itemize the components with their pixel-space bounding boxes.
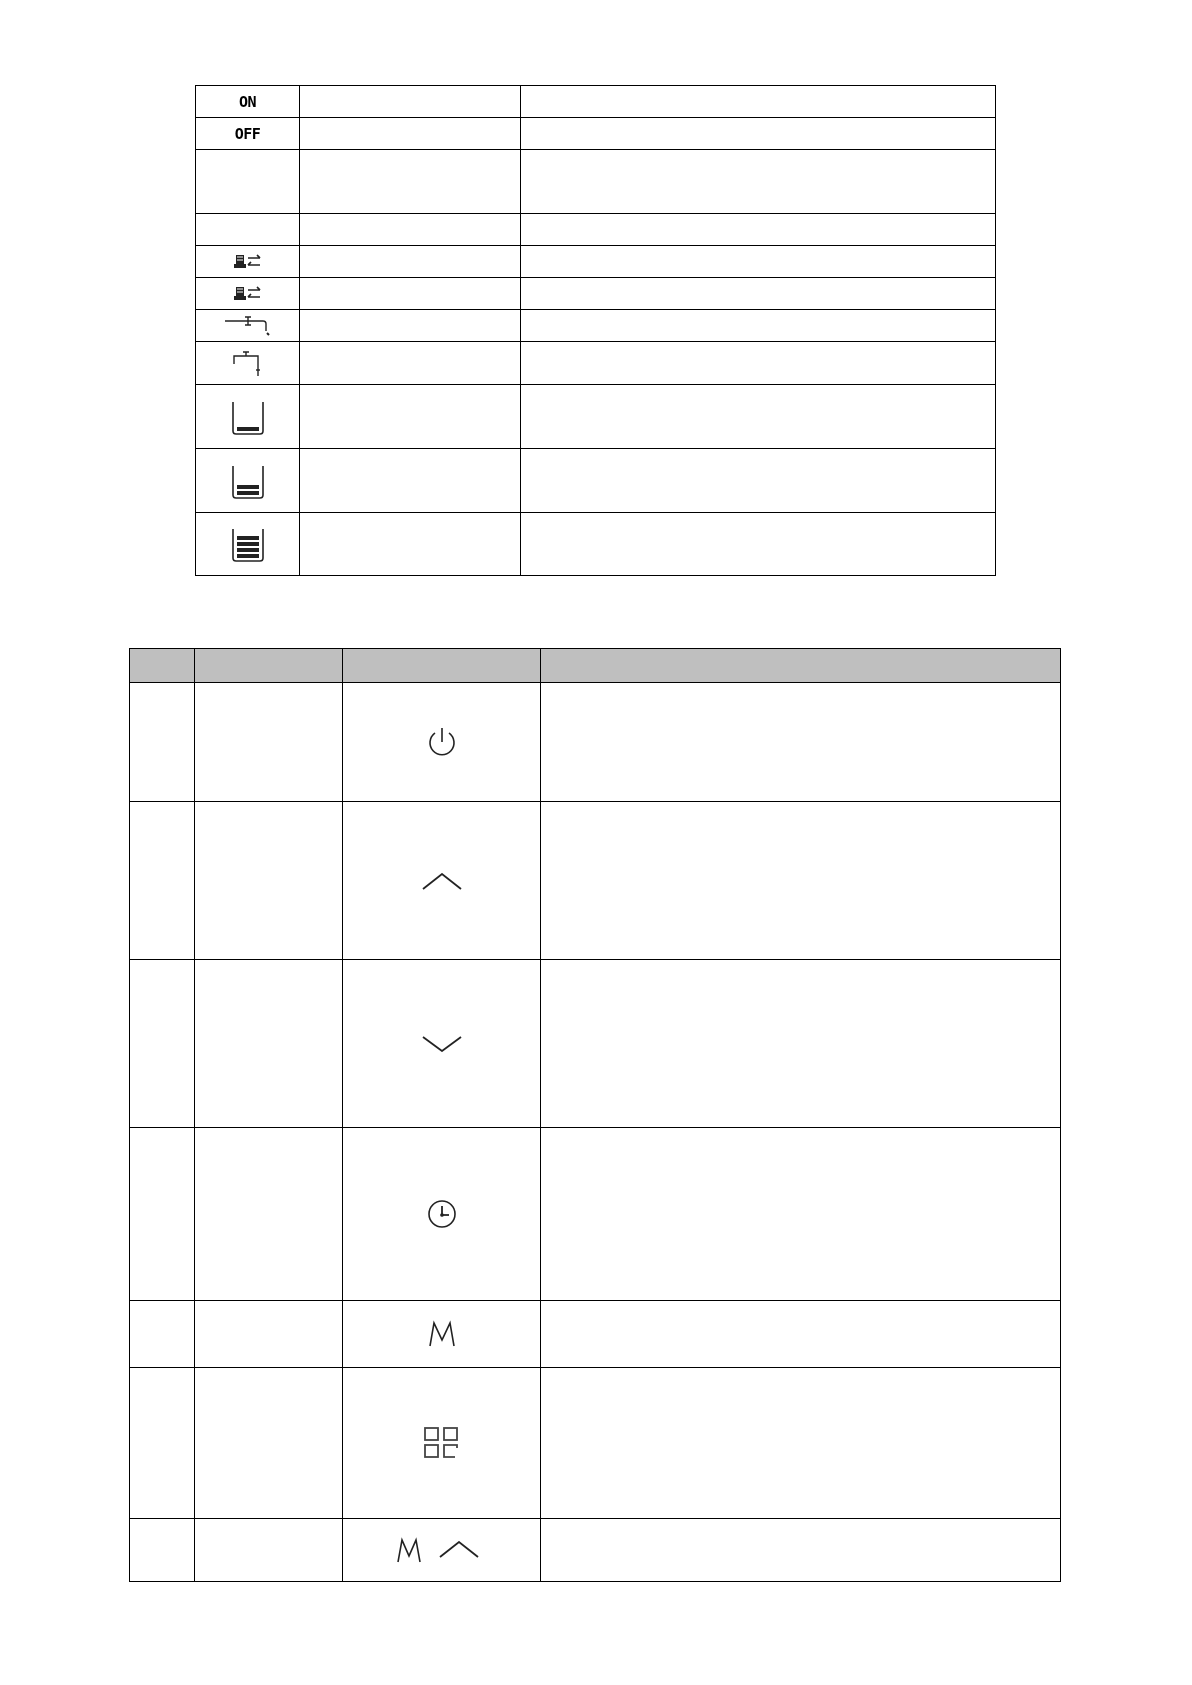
name-cell (300, 449, 521, 513)
table-row (196, 118, 996, 150)
description-cell (521, 385, 996, 449)
name-cell (300, 513, 521, 576)
table-row (130, 683, 1061, 802)
description-cell (541, 960, 1061, 1128)
mode-m-icon (427, 1320, 457, 1348)
header-cell (195, 649, 343, 683)
name-cell (300, 310, 521, 342)
name-cell (300, 214, 521, 246)
pump-exchange-icon (233, 285, 263, 303)
button-icon-cell (343, 1128, 541, 1301)
table-row (196, 246, 996, 278)
description-cell (541, 683, 1061, 802)
symbol-cell (196, 385, 300, 449)
power-icon (425, 725, 459, 759)
table-row (130, 1519, 1061, 1582)
status-symbol-table (195, 85, 996, 576)
description-cell (521, 342, 996, 385)
name-cell (195, 960, 343, 1128)
chevron-up-icon (420, 869, 464, 893)
header-cell (130, 649, 195, 683)
name-cell (195, 802, 343, 960)
inlet-valve-icon (230, 348, 266, 378)
name-cell (300, 150, 521, 214)
description-cell (541, 1519, 1061, 1582)
symbol-cell (196, 449, 300, 513)
symbol-cell (196, 118, 300, 150)
symbol-cell (196, 86, 300, 118)
index-cell (130, 802, 195, 960)
table-row (196, 214, 996, 246)
header-cell (541, 649, 1061, 683)
name-cell (195, 683, 343, 802)
tank-level-low-icon (228, 397, 268, 437)
description-cell (521, 278, 996, 310)
name-cell (195, 1301, 343, 1368)
tank-level-high-icon (228, 524, 268, 564)
header-cell (343, 649, 541, 683)
button-function-table (129, 648, 1061, 1582)
table-row (196, 150, 996, 214)
index-cell (130, 683, 195, 802)
description-cell (541, 1301, 1061, 1368)
button-icon-cell (343, 960, 541, 1128)
chevron-down-icon (420, 1032, 464, 1056)
index-cell (130, 1368, 195, 1519)
index-cell (130, 1301, 195, 1368)
name-cell (195, 1128, 343, 1301)
symbol-cell (196, 214, 300, 246)
description-cell (521, 246, 996, 278)
index-cell (130, 960, 195, 1128)
off-label: OFF (234, 125, 261, 143)
table-row (130, 960, 1061, 1128)
button-icon-cell (343, 1368, 541, 1519)
button-icon-cell (343, 683, 541, 802)
grid-menu-icon (422, 1425, 462, 1461)
symbol-cell (196, 150, 300, 214)
name-cell (300, 342, 521, 385)
table-header-row (130, 649, 1061, 683)
name-cell (300, 385, 521, 449)
table-row (196, 278, 996, 310)
name-cell (300, 246, 521, 278)
table-row (196, 310, 996, 342)
symbol-cell (196, 342, 300, 385)
description-cell (521, 86, 996, 118)
description-cell (521, 214, 996, 246)
description-cell (521, 150, 996, 214)
table-row (196, 342, 996, 385)
name-cell (300, 118, 521, 150)
table-row (196, 449, 996, 513)
description-cell (541, 802, 1061, 960)
symbol-cell (196, 278, 300, 310)
index-cell (130, 1128, 195, 1301)
table-row (130, 1301, 1061, 1368)
name-cell (195, 1368, 343, 1519)
description-cell (521, 310, 996, 342)
symbol-cell (196, 246, 300, 278)
table-row (130, 802, 1061, 960)
description-cell (541, 1368, 1061, 1519)
button-icon-cell (343, 1519, 541, 1582)
symbol-cell (196, 513, 300, 576)
table-row (196, 86, 996, 118)
name-cell (300, 86, 521, 118)
table-row (196, 513, 996, 576)
description-cell (521, 118, 996, 150)
index-cell (130, 1519, 195, 1582)
button-icon-cell (343, 1301, 541, 1368)
name-cell (300, 278, 521, 310)
on-label: ON (238, 93, 257, 111)
name-cell (195, 1519, 343, 1582)
button-icon-cell (343, 802, 541, 960)
table-row (130, 1368, 1061, 1519)
symbol-cell (196, 310, 300, 342)
drain-valve-icon (223, 313, 273, 339)
tank-level-medium-icon (228, 461, 268, 501)
description-cell (521, 449, 996, 513)
pump-exchange-icon (233, 253, 263, 271)
description-cell (541, 1128, 1061, 1301)
clock-icon (425, 1197, 459, 1231)
description-cell (521, 513, 996, 576)
table-row (196, 385, 996, 449)
table-row (130, 1128, 1061, 1301)
mode-m-plus-up-icon (392, 1535, 492, 1565)
